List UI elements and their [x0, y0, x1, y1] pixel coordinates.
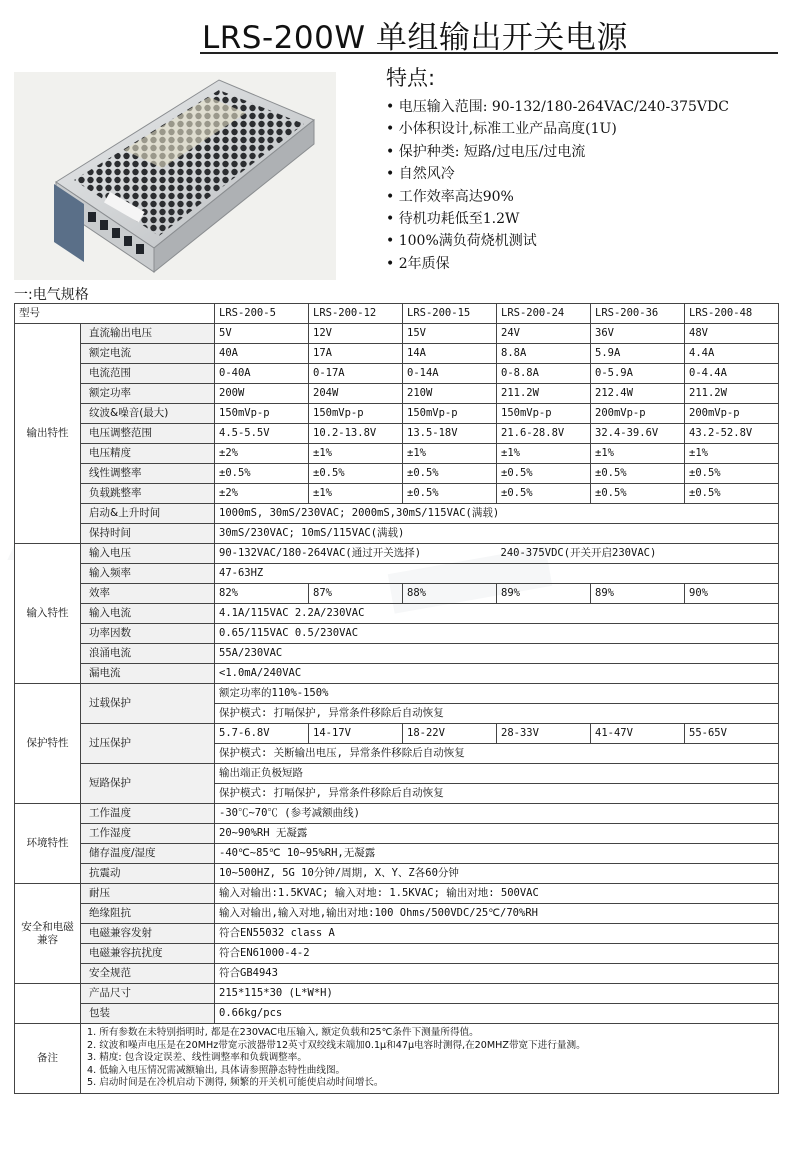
value-cell: 12V — [309, 324, 403, 344]
note-line: 1. 所有参数在未特别指明时, 都是在230VAC电压输入, 额定负载和25℃条件下测量所得值。 — [87, 1027, 479, 1038]
value-cell: 5V — [215, 324, 309, 344]
group-safety: 安全和电磁兼容 — [15, 884, 81, 984]
feature-item: • 100%满负荷烧机测试 — [386, 230, 786, 252]
value-cell: 150mVp-p — [403, 404, 497, 424]
param-label: 电压调整范围 — [81, 424, 215, 444]
param-label: 过压保护 — [81, 724, 215, 764]
table-row — [15, 764, 779, 784]
table-row — [15, 444, 779, 464]
page-title: LRS-200W 单组输出开关电源 — [202, 20, 628, 56]
value-cell: 30mS/230VAC; 10mS/115VAC(满载) — [215, 524, 779, 544]
value-cell: 24V — [497, 324, 591, 344]
features-panel — [386, 62, 786, 275]
param-label: 电磁兼容发射 — [81, 924, 215, 944]
value-cell: 240-375VDC(开关开启230VAC) — [497, 544, 779, 564]
value-cell: 89% — [591, 584, 685, 604]
table-row — [15, 684, 779, 704]
group-protection: 保护特性 — [15, 684, 81, 804]
model-label: 型号 — [15, 304, 215, 324]
feature-item: • 电压输入范围: 90-132/180-264VAC/240-375VDC — [386, 96, 786, 118]
value-cell: ±0.5% — [591, 464, 685, 484]
value-cell: 21.6-28.8V — [497, 424, 591, 444]
section-title: 一:电气规格 — [14, 287, 89, 303]
value-cell: ±0.5% — [497, 484, 591, 504]
value-cell: 输入对输出,输入对地,输出对地:100 Ohms/500VDC/25℃/70%RH — [215, 904, 779, 924]
model-cell: LRS-200-15 — [403, 304, 497, 324]
model-cell: LRS-200-12 — [309, 304, 403, 324]
value-cell: 212.4W — [591, 384, 685, 404]
table-row — [15, 464, 779, 484]
value-cell: 200mVp-p — [685, 404, 779, 424]
value-cell: ±0.5% — [497, 464, 591, 484]
value-cell: 0.66kg/pcs — [215, 1004, 779, 1024]
title-bar — [200, 12, 778, 54]
note-line: 5. 启动时间是在冷机启动下测得, 频繁的开关机可能使启动时间增长。 — [87, 1077, 384, 1088]
value-cell: 200W — [215, 384, 309, 404]
table-row — [15, 904, 779, 924]
value-cell: 210W — [403, 384, 497, 404]
param-label: 效率 — [81, 584, 215, 604]
value-cell: ±1% — [309, 444, 403, 464]
table-row — [15, 844, 779, 864]
group-input: 输入特性 — [15, 544, 81, 684]
value-cell: 10.2-13.8V — [309, 424, 403, 444]
param-label: 耐压 — [81, 884, 215, 904]
value-cell: 8.8A — [497, 344, 591, 364]
param-label: 抗震动 — [81, 864, 215, 884]
notes-cell — [81, 1024, 779, 1094]
table-row — [15, 324, 779, 344]
value-cell: 13.5-18V — [403, 424, 497, 444]
value-cell: 符合GB4943 — [215, 964, 779, 984]
param-label: 工作温度 — [81, 804, 215, 824]
value-cell: 40A — [215, 344, 309, 364]
value-cell: 89% — [497, 584, 591, 604]
value-cell: ±1% — [403, 444, 497, 464]
param-label: 漏电流 — [81, 664, 215, 684]
param-label: 绝缘阻抗 — [81, 904, 215, 924]
value-cell: ±2% — [215, 444, 309, 464]
features-list — [386, 96, 786, 275]
param-label: 负载跳整率 — [81, 484, 215, 504]
param-label: 额定功率 — [81, 384, 215, 404]
value-cell: 0-40A — [215, 364, 309, 384]
value-cell: 43.2-52.8V — [685, 424, 779, 444]
value-cell: 10~500HZ, 5G 10分钟/周期, X、Y、Z各60分钟 — [215, 864, 779, 884]
param-label: 电磁兼容抗扰度 — [81, 944, 215, 964]
value-cell: ±0.5% — [403, 484, 497, 504]
model-cell: LRS-200-5 — [215, 304, 309, 324]
value-cell: 保护模式: 关断输出电压, 异常条件移除后自动恢复 — [215, 744, 779, 764]
param-label: 功率因数 — [81, 624, 215, 644]
param-label: 短路保护 — [81, 764, 215, 804]
table-row — [15, 824, 779, 844]
model-cell: LRS-200-48 — [685, 304, 779, 324]
value-cell: 0-14A — [403, 364, 497, 384]
param-label: 安全规范 — [81, 964, 215, 984]
features-heading: 特点: — [386, 66, 436, 90]
value-cell: 0-5.9A — [591, 364, 685, 384]
param-label: 额定电流 — [81, 344, 215, 364]
group-other — [15, 984, 81, 1024]
value-cell: 4.4A — [685, 344, 779, 364]
value-cell: 0-8.8A — [497, 364, 591, 384]
value-cell: ±0.5% — [215, 464, 309, 484]
table-row — [15, 864, 779, 884]
table-row — [15, 504, 779, 524]
table-row — [15, 724, 779, 744]
table-row — [15, 364, 779, 384]
param-label: 输入频率 — [81, 564, 215, 584]
power-supply-illustration — [14, 72, 336, 280]
value-cell: 204W — [309, 384, 403, 404]
table-row — [15, 1024, 779, 1094]
table-row — [15, 544, 779, 564]
value-cell: 0-4.4A — [685, 364, 779, 384]
product-image — [14, 72, 336, 280]
value-cell: ±0.5% — [591, 484, 685, 504]
param-label: 储存温度/湿度 — [81, 844, 215, 864]
param-label: 直流输出电压 — [81, 324, 215, 344]
feature-item: • 待机功耗低至1.2W — [386, 208, 786, 230]
value-cell: 保护模式: 打嗝保护, 异常条件移除后自动恢复 — [215, 704, 779, 724]
value-cell: -40℃~85℃ 10~95%RH,无凝露 — [215, 844, 779, 864]
value-cell: 18-22V — [403, 724, 497, 744]
feature-item: • 工作效率高达90% — [386, 186, 786, 208]
table-row — [15, 484, 779, 504]
value-cell: 41-47V — [591, 724, 685, 744]
value-cell: ±1% — [591, 444, 685, 464]
table-row — [15, 944, 779, 964]
table-row — [15, 984, 779, 1004]
note-line: 3. 精度: 包含设定误差、线性调整率和负载调整率。 — [87, 1052, 307, 1063]
param-label: 保持时间 — [81, 524, 215, 544]
table-row — [15, 404, 779, 424]
table-row — [15, 344, 779, 364]
value-cell: 82% — [215, 584, 309, 604]
param-label: 过载保护 — [81, 684, 215, 724]
param-label: 浪涌电流 — [81, 644, 215, 664]
table-row — [15, 424, 779, 444]
note-line: 4. 低输入电压情况需减额输出, 具体请参照静态特性曲线图。 — [87, 1064, 346, 1076]
value-cell: 150mVp-p — [497, 404, 591, 424]
value-cell: 211.2W — [685, 384, 779, 404]
value-cell: 符合EN61000-4-2 — [215, 944, 779, 964]
param-label: 包装 — [81, 1004, 215, 1024]
table-row — [15, 584, 779, 604]
value-cell: 0-17A — [309, 364, 403, 384]
value-cell: ±1% — [685, 444, 779, 464]
model-cell: LRS-200-36 — [591, 304, 685, 324]
value-cell: 14A — [403, 344, 497, 364]
value-cell: 输出端正负极短路 — [215, 764, 779, 784]
value-cell: 5.9A — [591, 344, 685, 364]
value-cell: 48V — [685, 324, 779, 344]
value-cell: 215*115*30 (L*W*H) — [215, 984, 779, 1004]
table-row — [15, 964, 779, 984]
group-environment: 环境特性 — [15, 804, 81, 884]
value-cell: 4.5-5.5V — [215, 424, 309, 444]
value-cell: 200mVp-p — [591, 404, 685, 424]
table-row — [15, 804, 779, 824]
value-cell: 20~90%RH 无凝露 — [215, 824, 779, 844]
feature-item: • 小体积设计,标准工业产品高度(1U) — [386, 118, 786, 140]
value-cell: 输入对输出:1.5KVAC; 输入对地: 1.5KVAC; 输出对地: 500VAC — [215, 884, 779, 904]
value-cell: 保护模式: 打嗝保护, 异常条件移除后自动恢复 — [215, 784, 779, 804]
spec-table — [14, 303, 779, 1094]
value-cell: 55-65V — [685, 724, 779, 744]
value-cell: 211.2W — [497, 384, 591, 404]
value-cell: 28-33V — [497, 724, 591, 744]
value-cell: 55A/230VAC — [215, 644, 779, 664]
value-cell: 32.4-39.6V — [591, 424, 685, 444]
table-row — [15, 564, 779, 584]
value-cell: 额定功率的110%-150% — [215, 684, 779, 704]
feature-item: • 自然风冷 — [386, 163, 786, 185]
value-cell: 14-17V — [309, 724, 403, 744]
value-cell: ±1% — [309, 484, 403, 504]
value-cell: 15V — [403, 324, 497, 344]
group-notes: 备注 — [15, 1024, 81, 1094]
table-row — [15, 664, 779, 684]
table-row — [15, 604, 779, 624]
value-cell: ±2% — [215, 484, 309, 504]
value-cell: 5.7-6.8V — [215, 724, 309, 744]
table-row — [15, 384, 779, 404]
value-cell: ±1% — [497, 444, 591, 464]
value-cell: ±0.5% — [309, 464, 403, 484]
value-cell: <1.0mA/240VAC — [215, 664, 779, 684]
value-cell: 47-63HZ — [215, 564, 779, 584]
param-label: 输入电流 — [81, 604, 215, 624]
table-row — [15, 524, 779, 544]
table-row — [15, 644, 779, 664]
feature-item: • 2年质保 — [386, 253, 786, 275]
table-row — [15, 624, 779, 644]
value-cell: 90-132VAC/180-264VAC(通过开关选择) — [215, 544, 497, 564]
value-cell: 1000mS, 30mS/230VAC; 2000mS,30mS/115VAC(满载) — [215, 504, 779, 524]
value-cell: 150mVp-p — [215, 404, 309, 424]
value-cell: 150mVp-p — [309, 404, 403, 424]
param-label: 输入电压 — [81, 544, 215, 564]
param-label: 工作湿度 — [81, 824, 215, 844]
value-cell: ±0.5% — [685, 484, 779, 504]
value-cell: -30℃~70℃ (参考减额曲线) — [215, 804, 779, 824]
value-cell: ±0.5% — [685, 464, 779, 484]
feature-item: • 保护种类: 短路/过电压/过电流 — [386, 141, 786, 163]
table-row — [15, 884, 779, 904]
table-row — [15, 304, 779, 324]
param-label: 产品尺寸 — [81, 984, 215, 1004]
param-label: 纹波&噪音(最大) — [81, 404, 215, 424]
value-cell: 17A — [309, 344, 403, 364]
param-label: 电压精度 — [81, 444, 215, 464]
value-cell: 4.1A/115VAC 2.2A/230VAC — [215, 604, 779, 624]
group-output: 输出特性 — [15, 324, 81, 544]
value-cell: 符合EN55032 class A — [215, 924, 779, 944]
value-cell: 87% — [309, 584, 403, 604]
model-cell: LRS-200-24 — [497, 304, 591, 324]
value-cell: 0.65/115VAC 0.5/230VAC — [215, 624, 779, 644]
value-cell: ±0.5% — [403, 464, 497, 484]
param-label: 电流范围 — [81, 364, 215, 384]
note-line: 2. 纹波和噪声电压是在20MHz带宽示波器带12英寸双绞线末端加0.1μ和47μ电容时测得,在20MHZ带宽下进行量测。 — [87, 1039, 586, 1051]
param-label: 启动&上升时间 — [81, 504, 215, 524]
value-cell: 90% — [685, 584, 779, 604]
value-cell: 88% — [403, 584, 497, 604]
param-label: 线性调整率 — [81, 464, 215, 484]
table-row — [15, 1004, 779, 1024]
table-row — [15, 924, 779, 944]
value-cell: 36V — [591, 324, 685, 344]
